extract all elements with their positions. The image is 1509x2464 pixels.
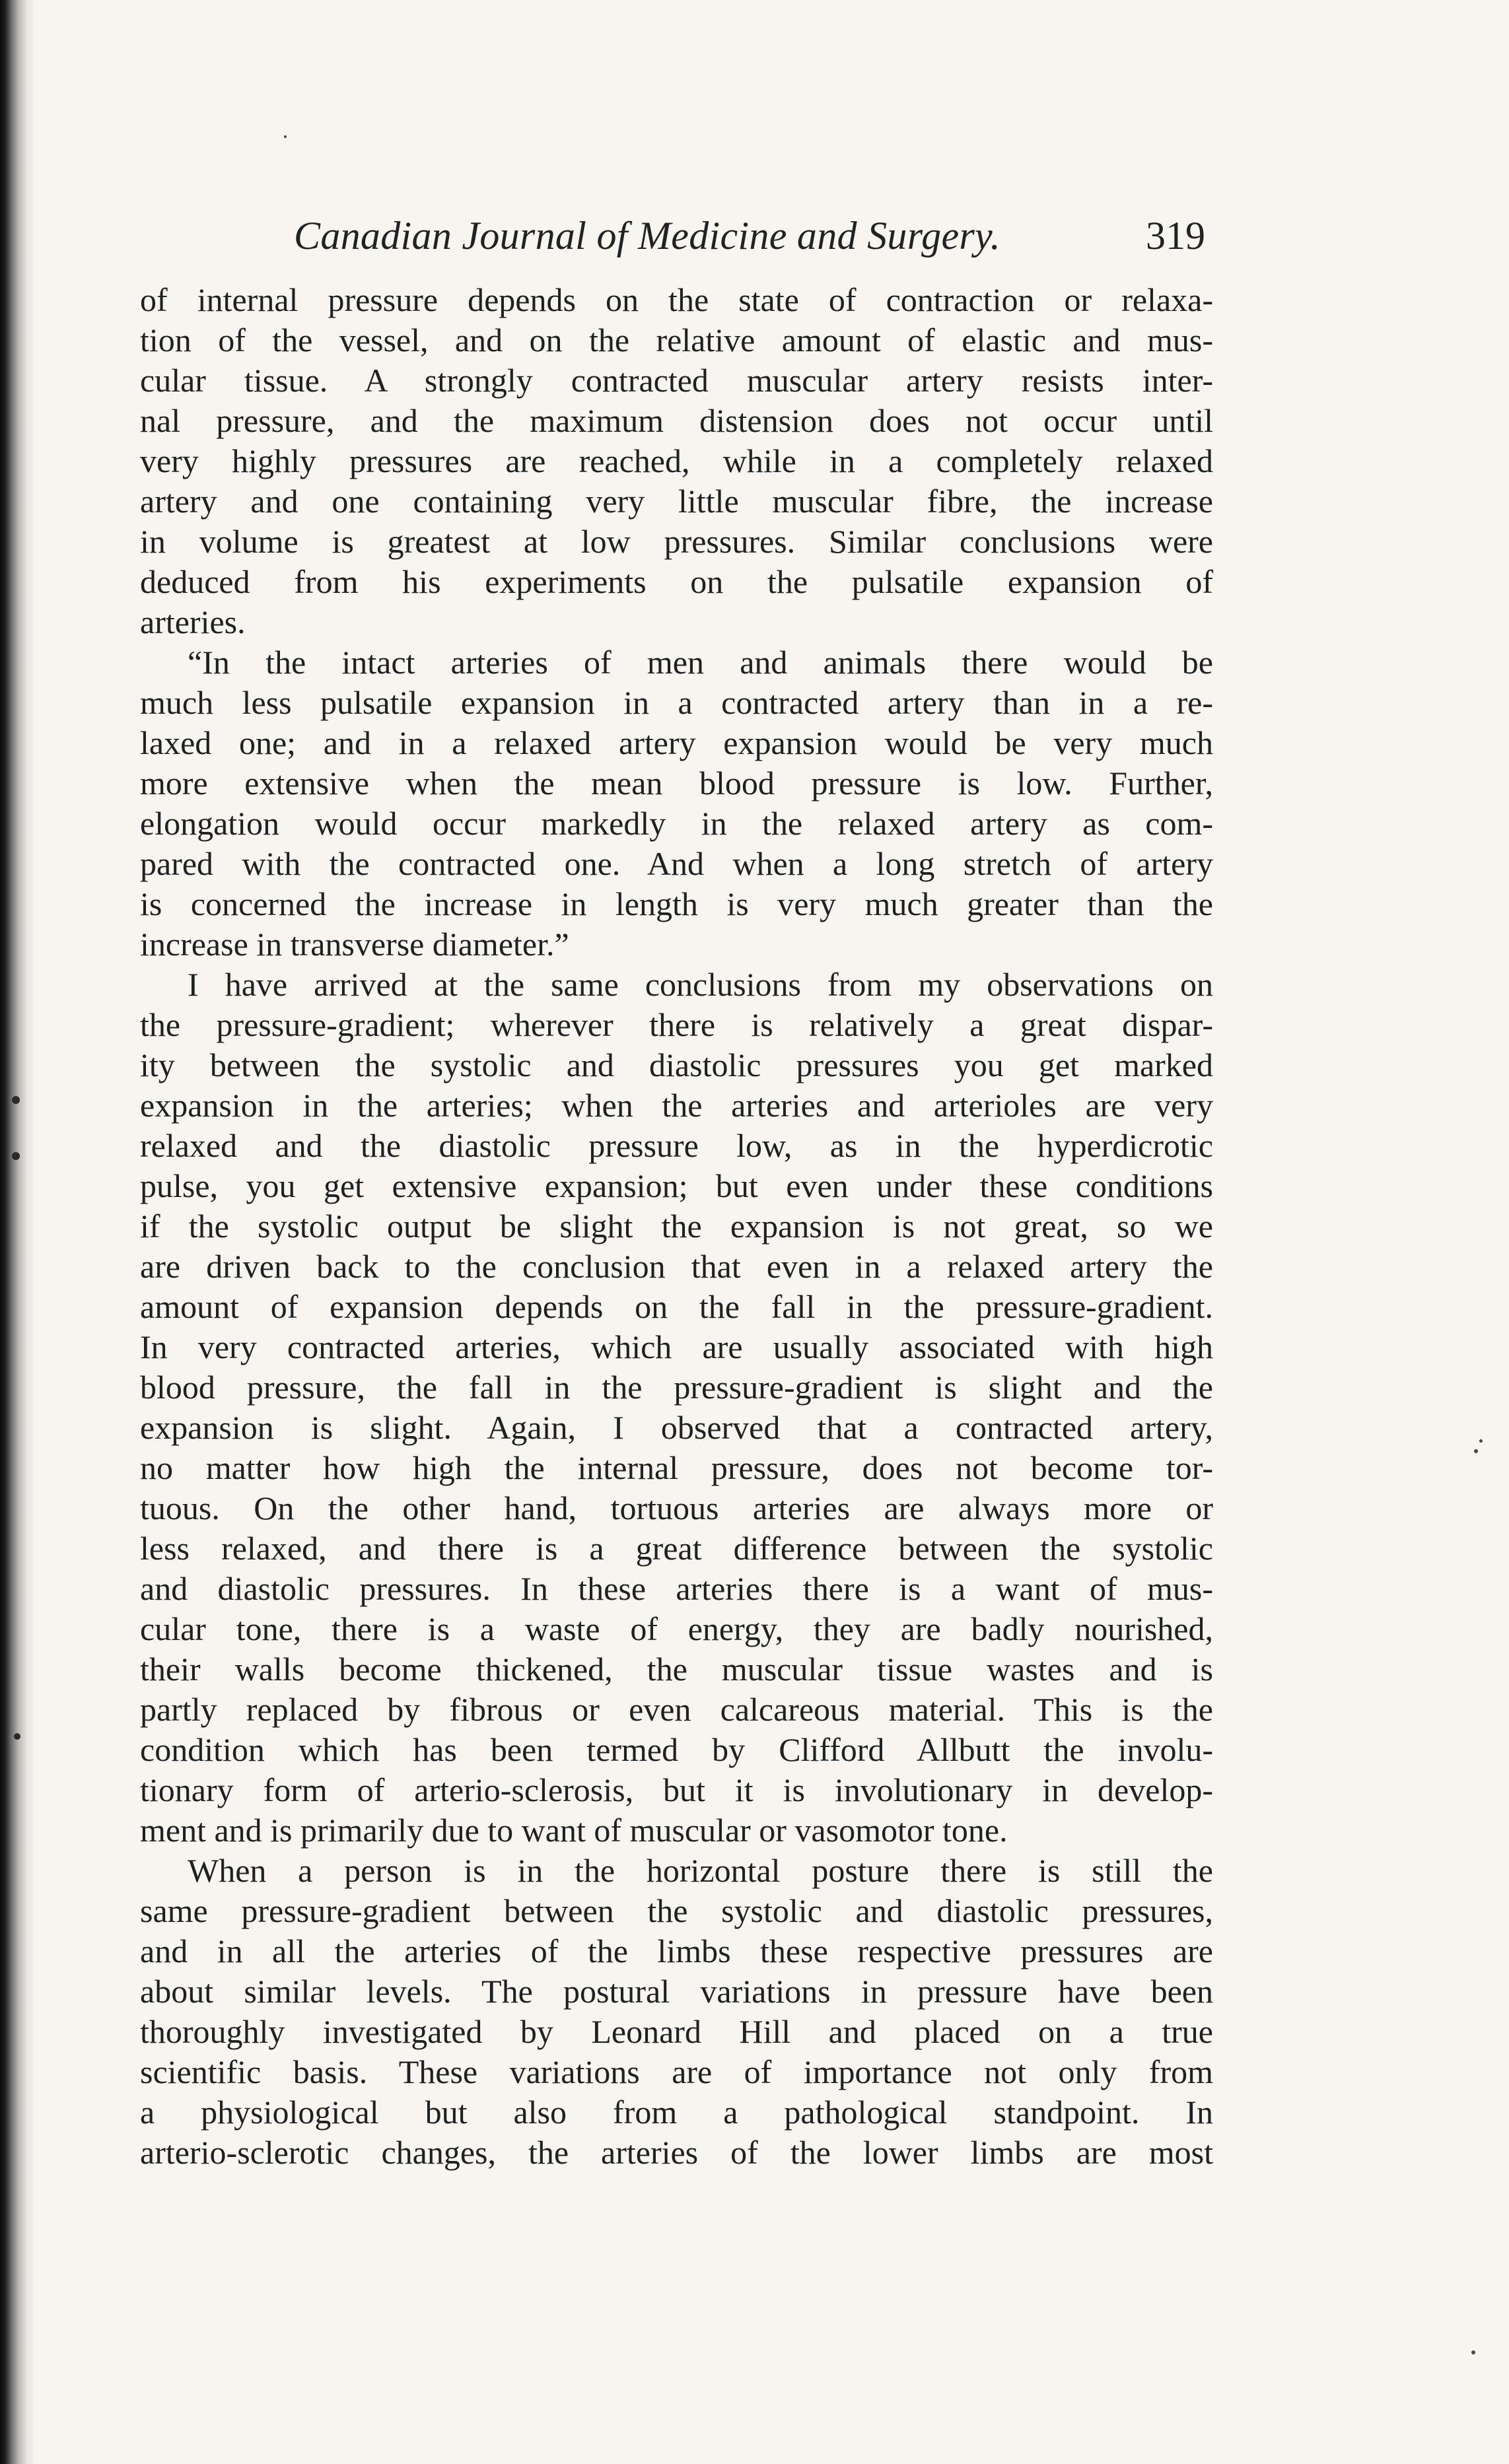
text-line-28: blood pressure, the fall in the pressure-gradient is slight and the (140, 1369, 1213, 1406)
text-line-21: expansion in the arteries; when the arteries and arterioles are very (140, 1087, 1213, 1124)
text-line-3: cular tissue. A strongly contracted muscular artery resists inter- (140, 362, 1213, 399)
text-line-4: nal pressure, and the maximum distension does not occur until (140, 402, 1213, 439)
scan-mark (12, 1152, 20, 1160)
journal-title: Canadian Journal of Medicine and Surgery. (294, 214, 1000, 257)
scan-mark (12, 1096, 20, 1104)
text-line-30: no matter how high the internal pressure, does not become tor- (140, 1449, 1213, 1486)
text-line-42: and in all the arteries of the limbs these respective pressures are (140, 1933, 1213, 1969)
scan-mark (14, 1733, 20, 1740)
binding-shadow (0, 0, 29, 2464)
text-line-13: more extensive when the mean blood pressure is low. Further, (140, 765, 1213, 802)
scan-speck (1479, 1439, 1483, 1443)
text-line-41: same pressure-gradient between the systolic and diastolic pressures, (140, 1892, 1213, 1929)
text-line-34: cular tone, there is a waste of energy, they are badly nourished, (140, 1610, 1213, 1647)
text-line-14: elongation would occur markedly in the relaxed artery as com- (140, 805, 1213, 842)
text-line-32: less relaxed, and there is a great difference between the systolic (140, 1530, 1213, 1567)
text-line-37: condition which has been termed by Clifford Allbutt the involu- (140, 1731, 1213, 1768)
text-line-9: arteries. (140, 603, 246, 640)
text-line-36: partly replaced by fibrous or even calcareous material. This is the (140, 1691, 1213, 1728)
text-line-45: scientific basis. These variations are of importance not only from (140, 2053, 1213, 2090)
text-line-29: expansion is slight. Again, I observed that a contracted artery, (140, 1409, 1213, 1446)
text-line-27: In very contracted arteries, which are usually associated with high (140, 1328, 1213, 1365)
text-line-23: pulse, you get extensive expansion; but even under these conditions (140, 1167, 1213, 1204)
scan-speck (1471, 2350, 1475, 2354)
text-line-18: I have arrived at the same conclusions from my observations on (188, 966, 1213, 1003)
text-line-16: is concerned the increase in length is very much greater than the (140, 885, 1213, 922)
scan-speck (284, 135, 287, 138)
text-line-43: about similar levels. The postural variations in pressure have been (140, 1973, 1213, 2010)
text-line-11: much less pulsatile expansion in a contracted artery than in a re- (140, 684, 1213, 721)
text-line-10: “In the intact arteries of men and animals there would be (188, 644, 1213, 681)
text-line-7: in volume is greatest at low pressures. Similar conclusions were (140, 523, 1213, 560)
text-line-39: ment and is primarily due to want of muscular or vasomotor tone. (140, 1812, 1008, 1849)
binding-edge (29, 0, 34, 2464)
text-line-17: increase in transverse diameter.” (140, 926, 569, 963)
text-line-22: relaxed and the diastolic pressure low, as in the hyperdicrotic (140, 1127, 1213, 1164)
scan-speck (1474, 1449, 1478, 1453)
text-line-6: artery and one containing very little muscular fibre, the increase (140, 483, 1213, 520)
article-text (140, 280, 1213, 2173)
text-line-20: ity between the systolic and diastolic pressures you get marked (140, 1046, 1213, 1083)
text-line-47: arterio-sclerotic changes, the arteries of the lower limbs are most (140, 2134, 1213, 2171)
text-line-40: When a person is in the horizontal posture there is still the (188, 1852, 1213, 1889)
text-line-12: laxed one; and in a relaxed artery expansion would be very much (140, 724, 1213, 761)
text-line-26: amount of expansion depends on the fall in the pressure-gradient. (140, 1288, 1213, 1325)
text-line-15: pared with the contracted one. And when a long stretch of artery (140, 845, 1213, 882)
text-line-38: tionary form of arterio-sclerosis, but it is involutionary in develop- (140, 1771, 1213, 1808)
text-line-24: if the systolic output be slight the expansion is not great, so we (140, 1208, 1213, 1245)
text-line-5: very highly pressures are reached, while in a completely relaxed (140, 442, 1213, 479)
text-line-35: their walls become thickened, the muscular tissue wastes and is (140, 1651, 1213, 1688)
text-line-19: the pressure-gradient; wherever there is relatively a great dispar- (140, 1006, 1213, 1043)
text-line-8: deduced from his experiments on the pulsatile expansion of (140, 563, 1213, 600)
text-line-31: tuous. On the other hand, tortuous arteries are always more or (140, 1489, 1213, 1526)
page-number: 319 (1146, 214, 1205, 257)
text-line-1: of internal pressure depends on the state of contraction or relaxa- (140, 281, 1213, 318)
running-header (294, 205, 1218, 267)
text-line-2: tion of the vessel, and on the relative amount of elastic and mus- (140, 322, 1213, 359)
text-line-44: thoroughly investigated by Leonard Hill and placed on a true (140, 2013, 1213, 2050)
text-line-33: and diastolic pressures. In these arteries there is a want of mus- (140, 1570, 1213, 1607)
text-line-25: are driven back to the conclusion that even in a relaxed artery the (140, 1248, 1213, 1285)
text-line-46: a physiological but also from a pathological standpoint. In (140, 2094, 1213, 2131)
